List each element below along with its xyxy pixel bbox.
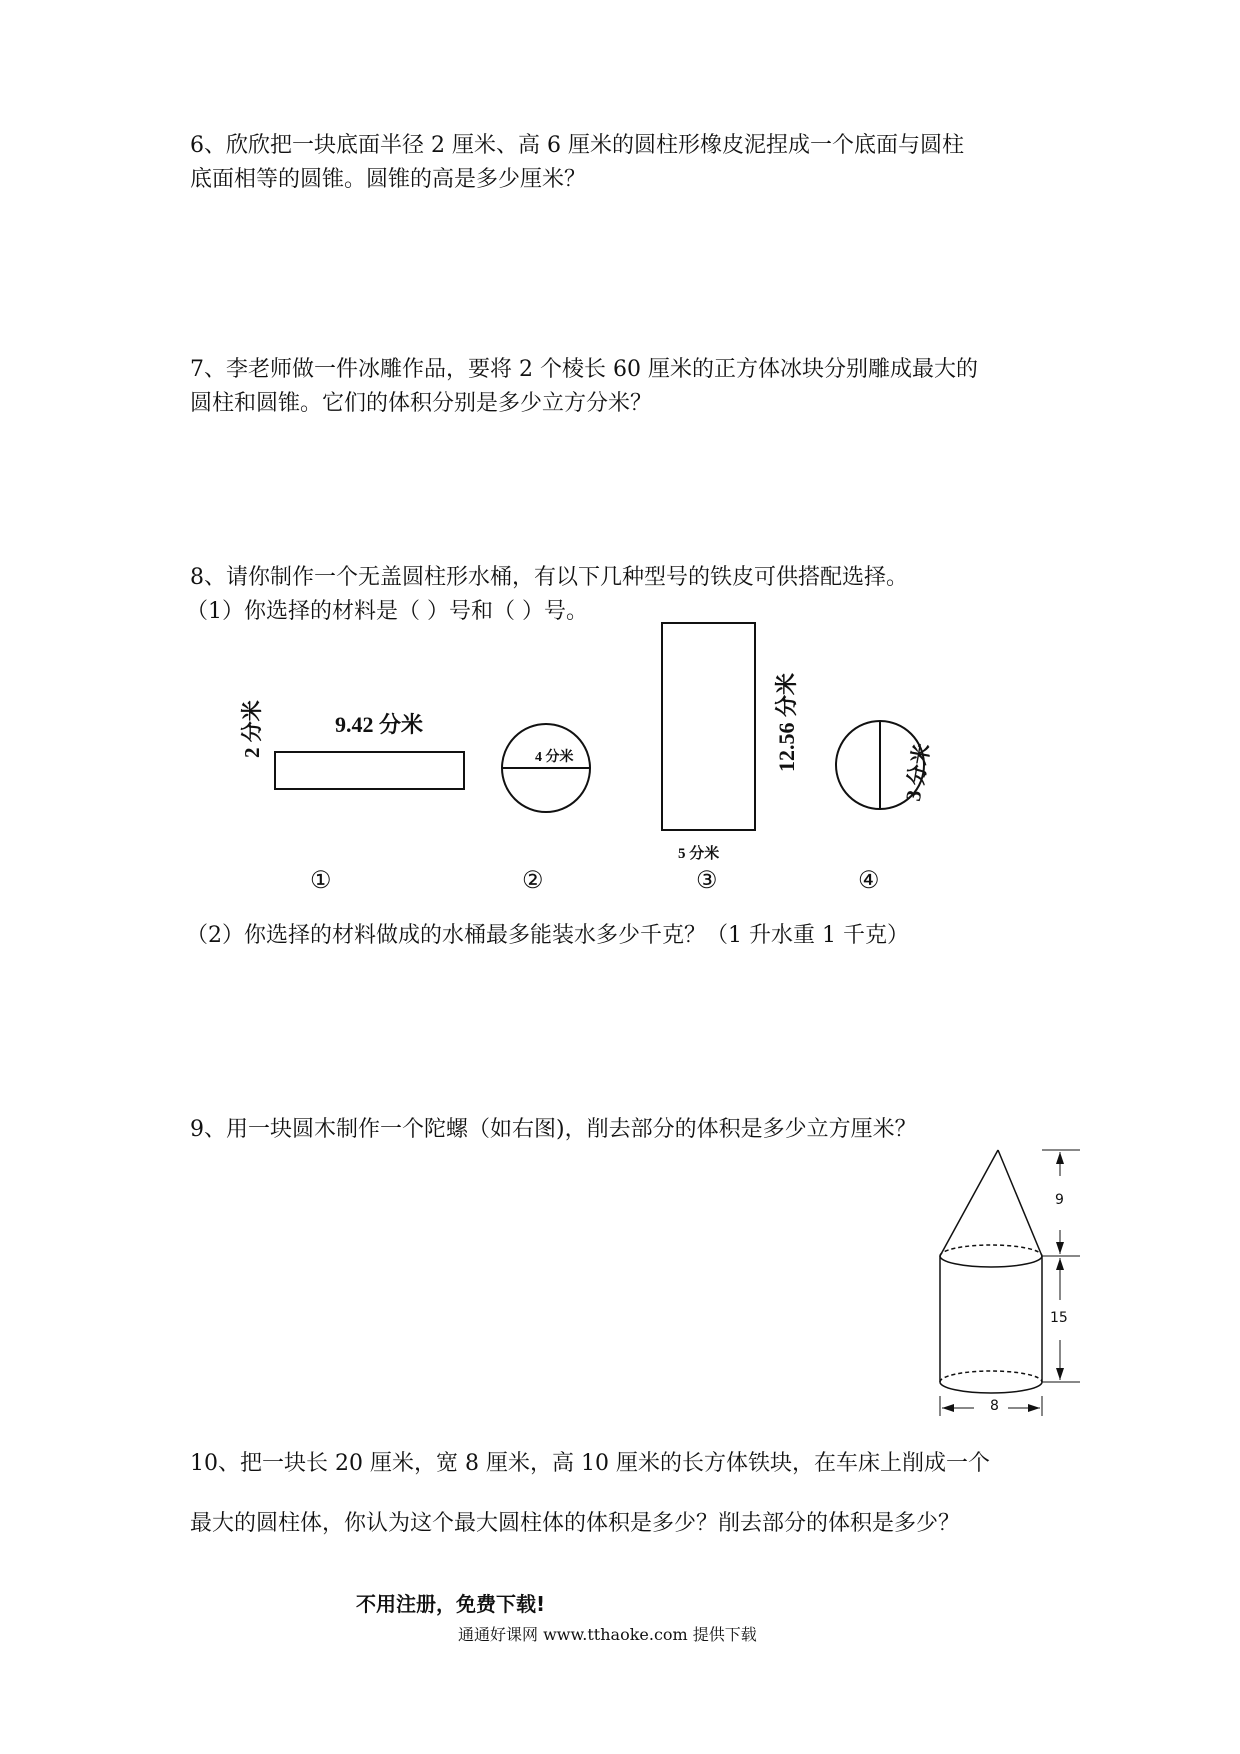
- sheet-1-number: ①: [310, 868, 332, 894]
- question-8-part-2: （2）你选择的材料做成的水桶最多能装水多少千克？（1 升水重 1 千克）: [186, 923, 909, 948]
- question-9-line-1: 9、用一块圆木制作一个陀螺（如右图)，削去部分的体积是多少立方厘米？: [190, 1117, 917, 1142]
- sheet-3-number: ③: [696, 868, 718, 894]
- sheet-3-rectangle: [662, 623, 755, 830]
- spinning-top-figure: [930, 1140, 1100, 1430]
- sheet-4-number: ④: [858, 868, 880, 894]
- cone-height-label: 9: [1055, 1192, 1064, 1208]
- sheet-1-length-label: 9.42 分米: [335, 712, 424, 737]
- sheet-1-width-label: 2 分米: [240, 700, 264, 758]
- question-10-line-1: 10、把一块长 20 厘米，宽 8 厘米，高 10 厘米的长方体铁块，在车床上削成一个: [190, 1451, 990, 1476]
- diameter-label: 8: [990, 1398, 999, 1414]
- footer-site: 通通好课网 www.tthaoke.com 提供下载: [458, 1625, 757, 1644]
- question-6-line-2: 底面相等的圆锥。圆锥的高是多少厘米？: [190, 167, 587, 192]
- question-6-line-1: 6、欣欣把一块底面半径 2 厘米、高 6 厘米的圆柱形橡皮泥捏成一个底面与圆柱: [190, 133, 964, 158]
- sheet-3-width-label: 5 分米: [678, 846, 720, 862]
- question-7-line-2: 圆柱和圆锥。它们的体积分别是多少立方分米？: [190, 391, 653, 416]
- question-8-line-1: 8、请你制作一个无盖圆柱形水桶，有以下几种型号的铁皮可供搭配选择。: [190, 565, 908, 590]
- cylinder-height-label: 15: [1050, 1310, 1068, 1326]
- sheet-1-rectangle: [275, 752, 464, 789]
- footer-slogan: 不用注册，免费下载!: [356, 1592, 546, 1616]
- question-10-line-2: 最大的圆柱体，你认为这个最大圆柱体的体积是多少？削去部分的体积是多少？: [190, 1511, 961, 1536]
- sheet-3-height-label: 12.56 分米: [774, 672, 799, 772]
- sheet-4-diameter-label: 3 分米: [900, 741, 935, 803]
- question-7-line-1: 7、李老师做一件冰雕作品，要将 2 个棱长 60 厘米的正方体冰块分别雕成最大的: [190, 357, 978, 382]
- question-8-part-1: （1）你选择的材料是（ ）号和（ ）号。: [186, 599, 588, 624]
- sheet-2-number: ②: [522, 868, 544, 894]
- sheet-2-diameter-label: 4 分米: [535, 750, 574, 765]
